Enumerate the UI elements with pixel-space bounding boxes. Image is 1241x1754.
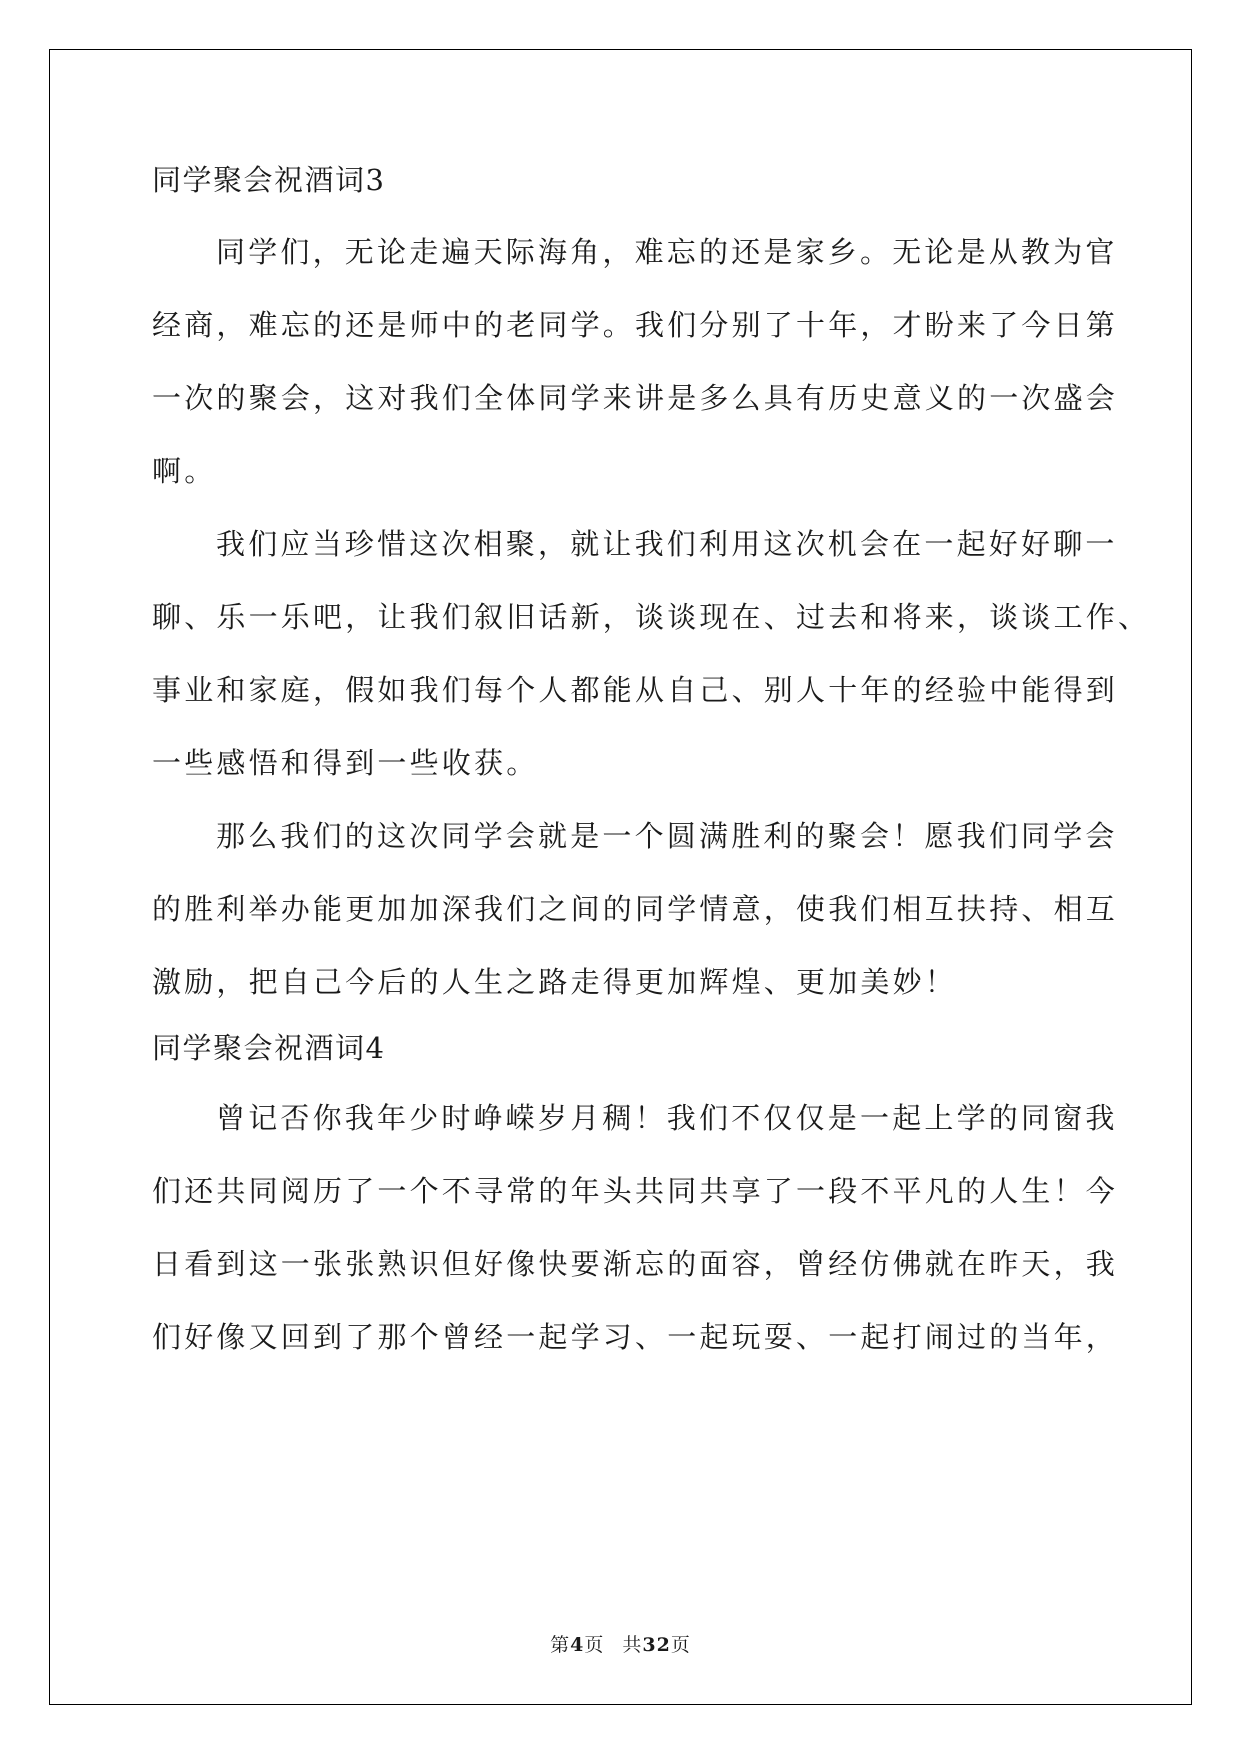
total-prefix: 共	[622, 1634, 643, 1656]
paragraph-line: 同学们，无论走遍天际海角，难忘的还是家乡。无论是从教为官	[216, 235, 1118, 269]
paragraph-line: 日看到这一张张熟识但好像快要渐忘的面容，曾经仿佛就在昨天，我	[152, 1247, 1119, 1281]
section-heading: 同学聚会祝酒词4	[152, 1031, 386, 1065]
paragraph-line: 那么我们的这次同学会就是一个圆满胜利的聚会！愿我们同学会	[216, 819, 1118, 853]
paragraph-line: 一次的聚会，这对我们全体同学来讲是多么具有历史意义的一次盛会	[152, 381, 1119, 415]
paragraph-line: 的胜利举办能更加加深我们之间的同学情意，使我们相互扶持、相互	[152, 892, 1119, 926]
paragraph-line: 事业和家庭，假如我们每个人都能从自己、别人十年的经验中能得到	[152, 673, 1119, 707]
page-footer	[0, 1633, 1241, 1657]
page-border	[49, 49, 1192, 1705]
paragraph-line: 们好像又回到了那个曾经一起学习、一起玩耍、一起打闹过的当年，	[152, 1320, 1119, 1354]
paragraph-line: 一些感悟和得到一些收获。	[152, 746, 539, 780]
page-prefix: 第	[550, 1634, 571, 1656]
paragraph-line: 啊。	[152, 454, 217, 488]
page-suffix: 页	[584, 1634, 605, 1656]
paragraph-line: 经商，难忘的还是师中的老同学。我们分别了十年，才盼来了今日第	[152, 308, 1119, 342]
paragraph-line: 曾记否你我年少时峥嵘岁月稠！我们不仅仅是一起上学的同窗我	[216, 1101, 1118, 1135]
page-number: 4	[570, 1634, 585, 1656]
section-heading: 同学聚会祝酒词3	[152, 163, 386, 197]
paragraph-line: 们还共同阅历了一个不寻常的年头共同共享了一段不平凡的人生！今	[152, 1174, 1119, 1208]
paragraph-line: 激励，把自己今后的人生之路走得更加辉煌、更加美妙！	[152, 965, 958, 999]
total-suffix: 页	[670, 1634, 691, 1656]
paragraph-line: 我们应当珍惜这次相聚，就让我们利用这次机会在一起好好聊一	[216, 527, 1118, 561]
paragraph-line: 聊、乐一乐吧，让我们叙旧话新，谈谈现在、过去和将来，谈谈工作、	[152, 600, 1151, 634]
total-pages: 32	[642, 1634, 671, 1656]
